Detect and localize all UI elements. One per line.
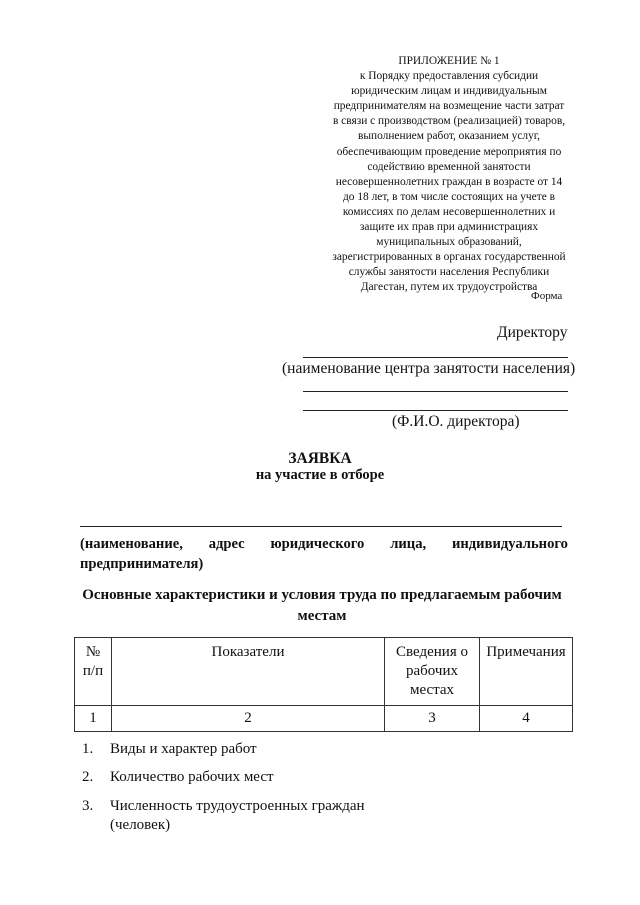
appendix-line: выполнением работ, оказанием услуг,	[357, 130, 541, 143]
applicant-word: (наименование,	[80, 536, 183, 552]
applicant-word: адрес	[208, 536, 245, 552]
table-numbers-row	[75, 706, 573, 732]
document-subtitle: на участие в отборе	[255, 467, 385, 483]
applicant-word: юридического	[270, 536, 365, 552]
table-header-cell: № п/п	[75, 638, 112, 706]
table-header-cell: Сведения о рабочих местах	[385, 638, 480, 706]
list-item-text: Виды и характер работ	[110, 741, 257, 757]
appendix-line: юридическим лицам и индивидуальным	[351, 85, 547, 98]
appendix-line: несовершеннолетних граждан в возрасте от 14	[335, 175, 563, 188]
center-name-line	[303, 357, 568, 358]
addressee-title: Директору	[497, 324, 568, 341]
list-item	[82, 768, 274, 787]
appendix-line: муниципальных образований,	[376, 236, 522, 249]
appendix-line: зарегистрированных в органах государственной	[332, 251, 566, 264]
applicant-caption-line2: предпринимателя)	[80, 556, 204, 572]
list-item	[82, 797, 365, 833]
conditions-table	[74, 637, 573, 732]
section-heading	[74, 585, 570, 627]
list-item-number: 1.	[82, 741, 94, 757]
list-item-number: 3.	[82, 798, 94, 814]
director-name-line-2	[303, 410, 568, 411]
table-number-cell: 2	[112, 706, 385, 732]
center-name-caption: (наименование центра занятости населения)	[282, 360, 576, 377]
list-item-text: Количество рабочих мест	[110, 769, 274, 785]
table-header-cell: Показатели	[112, 638, 385, 706]
appendix-line: Дагестан, путем их трудоустройства	[360, 281, 538, 294]
table-number-cell: 3	[385, 706, 480, 732]
appendix-line: защите их прав при администрациях	[359, 221, 539, 234]
list-item	[82, 740, 257, 759]
table-header-cell: Примечания	[480, 638, 573, 706]
document-title: ЗАЯВКА	[288, 450, 352, 467]
table-number-cell: 4	[480, 706, 573, 732]
appendix-line: до 18 лет, в том числе состоящих на учете в	[343, 190, 555, 203]
applicant-word: лица,	[390, 536, 427, 552]
appendix-line: к Порядку предоставления субсидии	[359, 70, 539, 83]
applicant-word: индивидуального	[451, 536, 568, 552]
appendix-line: комиссиях по делам несовершеннолетних и	[342, 205, 556, 218]
appendix-line: службы занятости населения Республики	[348, 266, 550, 279]
appendix-block	[318, 54, 580, 296]
table-number-cell: 1	[75, 706, 112, 732]
table-header-row	[75, 638, 573, 706]
appendix-line: обеспечивающим проведение мероприятия по	[336, 145, 562, 158]
appendix-line: в связи с производством (реализацией) товаров,	[332, 115, 566, 128]
appendix-line: ПРИЛОЖЕНИЕ № 1	[398, 55, 500, 67]
director-name-line	[303, 391, 568, 392]
appendix-line: предпринимателям на возмещение части затрат	[333, 100, 565, 113]
list-item-text: Численность трудоустроенных граждан	[110, 798, 365, 814]
list-item-continuation: (человек)	[110, 817, 171, 833]
form-label: Форма	[531, 290, 563, 302]
appendix-line: содействию временной занятости	[367, 160, 531, 173]
section-heading-line1: Основные характеристики и условия труда по предлагаемым рабочим	[82, 587, 562, 603]
applicant-line	[80, 526, 562, 527]
section-heading-line2: местам	[297, 608, 347, 624]
applicant-caption	[80, 534, 568, 574]
list-item-number: 2.	[82, 769, 94, 785]
director-name-caption: (Ф.И.О. директора)	[392, 413, 520, 430]
